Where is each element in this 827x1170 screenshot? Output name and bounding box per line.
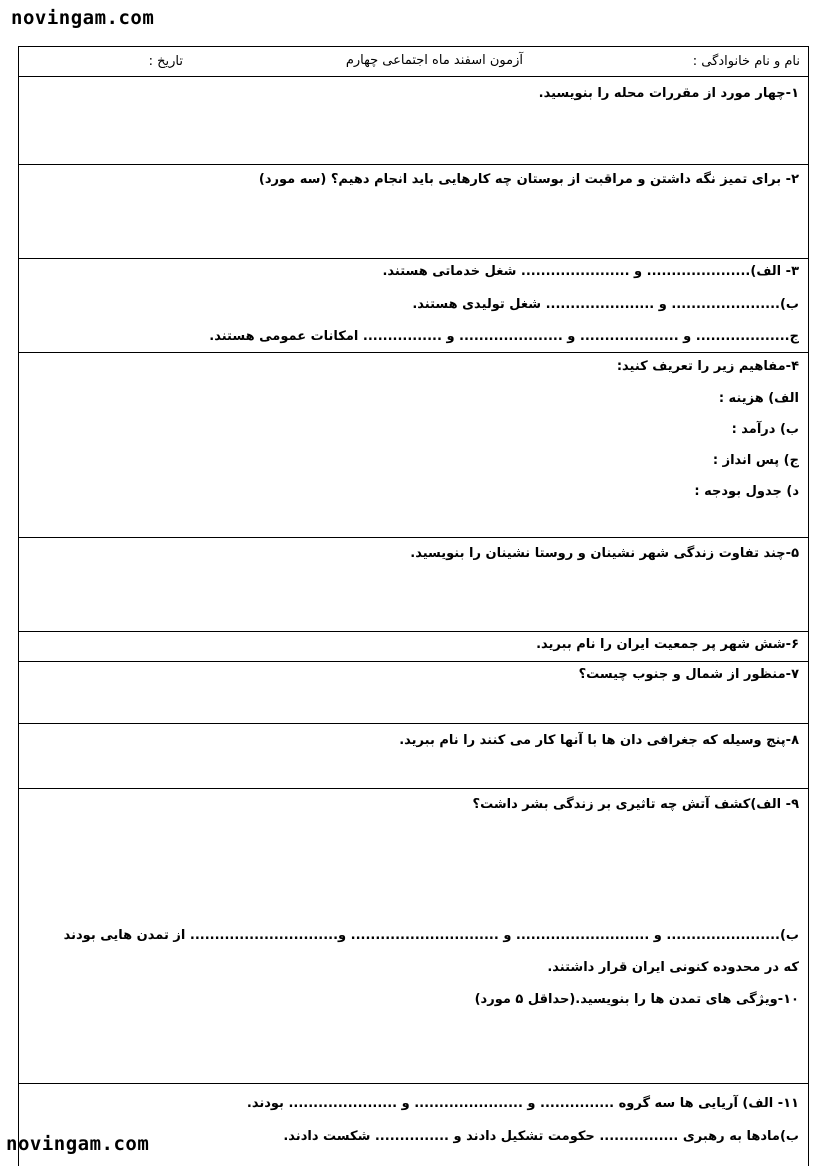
question-8-row bbox=[19, 724, 808, 789]
exam-sheet bbox=[18, 46, 809, 1166]
question-6-row bbox=[19, 632, 808, 662]
question-3-part-c: ج................... و .................... و ..................... و ................ امکانات عمومی هستند. bbox=[209, 329, 799, 344]
question-2-text: ۲- برای تمیز نگه داشتن و مراقبت از بوستان چه کارهایی باید انجام دهیم؟ (سه مورد) bbox=[258, 172, 799, 187]
question-3-part-a: ۳- الف)..................... و ...................... شغل خدماتی هستند. bbox=[382, 264, 799, 279]
question-9-part-b: ب)....................... و ........................... و .............................. و.............................. از تمدن هایی بودند bbox=[63, 928, 799, 943]
question-4-title: ۴-مفاهیم زیر را تعریف کنید: bbox=[616, 359, 799, 374]
question-4-part-d: د) جدول بودجه : bbox=[694, 484, 799, 499]
question-4-row bbox=[19, 353, 808, 538]
question-7-row bbox=[19, 662, 808, 724]
question-9-part-a: ۹- الف)کشف آتش چه تاثیری بر زندگی بشر داشت؟ bbox=[472, 797, 799, 812]
date-field-label: تاریخ : bbox=[148, 54, 183, 69]
watermark-bottom: novingam.com bbox=[6, 1133, 150, 1155]
question-9-10-row bbox=[19, 789, 808, 1084]
watermark-top: novingam.com bbox=[11, 7, 155, 29]
question-11-part-a: ۱۱- الف) آریایی ها سه گروه ............... و ...................... و ...................... بودند. bbox=[246, 1096, 799, 1111]
question-3-part-b: ب)...................... و ...................... شغل تولیدی هستند. bbox=[412, 297, 799, 312]
name-field-label: نام و نام خانوادگی : bbox=[692, 54, 800, 69]
question-5-text: ۵-چند تفاوت زندگی شهر نشینان و روستا نشینان را بنویسید. bbox=[410, 546, 799, 561]
question-3-row bbox=[19, 259, 808, 353]
question-11-part-b: ب)مادها به رهبری ................ حکومت تشکیل دادند و ............... شکست دادند. bbox=[283, 1129, 799, 1144]
question-4-part-b: ب) درآمد : bbox=[731, 422, 799, 437]
question-1-text: ۱-چهار مورد از مقررات محله را بنویسید. bbox=[538, 86, 799, 101]
question-1-row bbox=[19, 77, 808, 165]
question-7-text: ۷-منظور از شمال و جنوب چیست؟ bbox=[578, 667, 799, 682]
header-row bbox=[19, 47, 808, 77]
question-5-row bbox=[19, 538, 808, 632]
question-4-part-c: ج) پس انداز : bbox=[712, 453, 799, 468]
question-6-text: ۶-شش شهر پر جمعیت ایران را نام ببرید. bbox=[536, 637, 799, 652]
exam-title: آزمون اسفند ماه اجتماعی چهارم bbox=[345, 53, 523, 68]
question-4-part-a: الف) هزینه : bbox=[718, 391, 799, 406]
question-2-row bbox=[19, 165, 808, 259]
question-8-text: ۸-پنج وسیله که جغرافی دان ها با آنها کار می کنند را نام ببرید. bbox=[399, 733, 799, 748]
question-10-text: ۱۰-ویژگی های تمدن ها را بنویسید.(حداقل ۵ مورد) bbox=[474, 992, 799, 1007]
question-9-part-b-continued: که در محدوده کنونی ایران قرار داشتند. bbox=[547, 960, 799, 975]
